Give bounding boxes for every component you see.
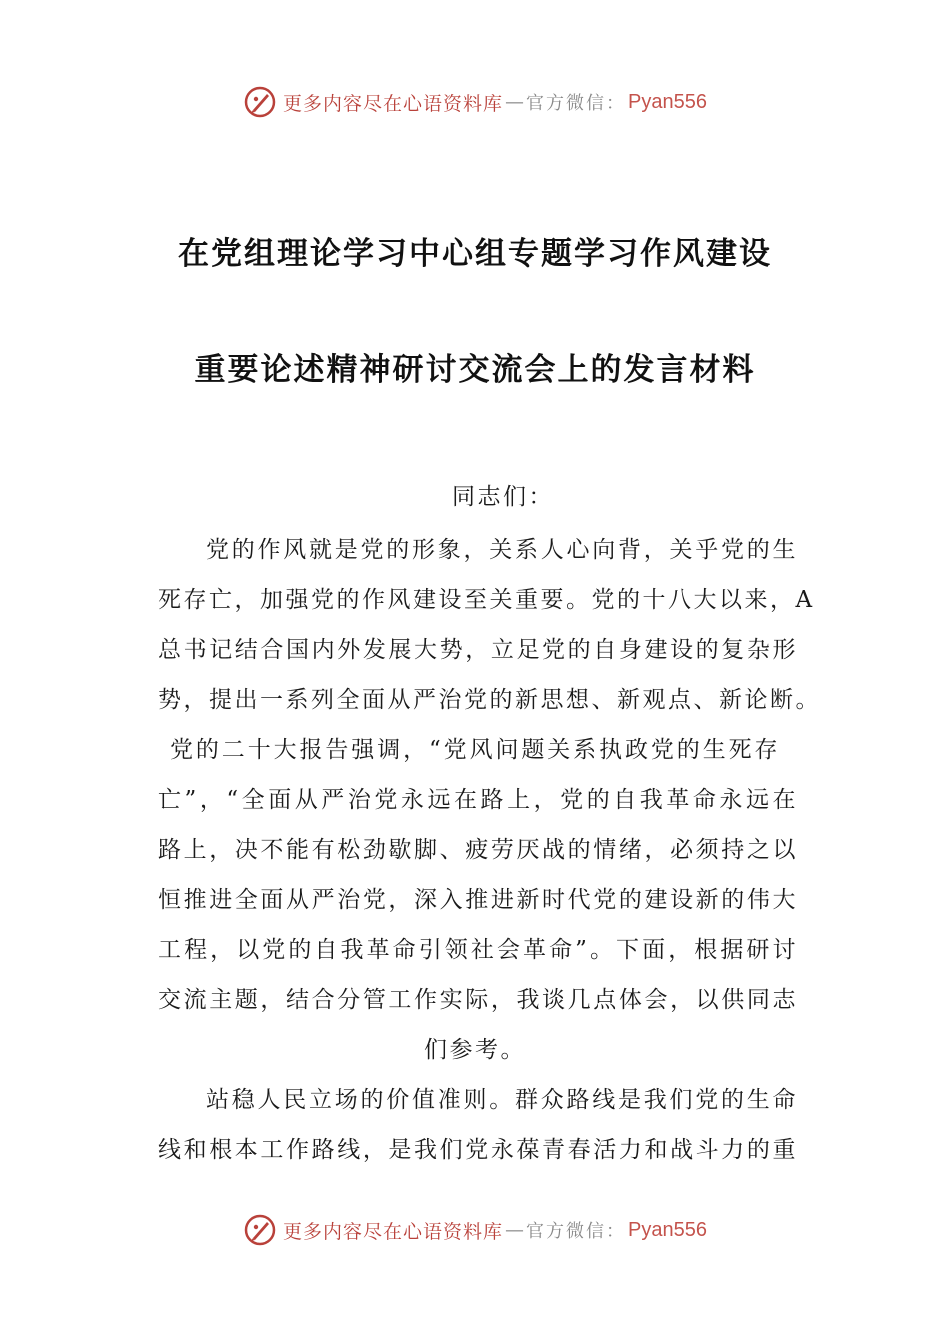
banner-wechat-id: Pyan556 bbox=[628, 1218, 707, 1241]
body-line: 工程，以党的自我革命引领社会革命”。下面，根据研讨 bbox=[158, 937, 798, 963]
document-title-line-2: 重要论述精神研讨交流会上的发言材料 bbox=[194, 352, 756, 388]
greeting: 同志们： bbox=[452, 484, 554, 510]
body-line: 党的二十大报告强调，“党风问题关系执政党的生死存 bbox=[170, 737, 780, 763]
body-line: 们参考。 bbox=[424, 1037, 526, 1063]
footer-watermark-banner bbox=[0, 1208, 950, 1252]
pen-logo-icon bbox=[243, 85, 277, 119]
banner-wechat-label: 官方微信： bbox=[526, 1221, 627, 1242]
body-line: 亡”，“全面从严治党永远在路上，党的自我革命永远在 bbox=[158, 787, 798, 813]
banner-dash: — bbox=[505, 91, 525, 113]
body-line: 死存亡，加强党的作风建设至关重要。党的十八大以来，A bbox=[158, 587, 815, 613]
banner-dash: — bbox=[505, 1219, 525, 1241]
body-line: 党的作风就是党的形象，关系人心向背，关乎党的生 bbox=[206, 537, 798, 563]
body-line: 站稳人民立场的价值准则。群众路线是我们党的生命 bbox=[206, 1087, 798, 1113]
header-watermark-banner bbox=[0, 80, 950, 124]
body-line: 交流主题，结合分管工作实际，我谈几点体会，以供同志 bbox=[158, 987, 798, 1013]
banner-wechat-label: 官方微信： bbox=[526, 93, 627, 114]
body-line: 总书记结合国内外发展大势，立足党的自身建设的复杂形 bbox=[158, 637, 798, 663]
body-line: 恒推进全面从严治党，深入推进新时代党的建设新的伟大 bbox=[158, 887, 798, 913]
body-line: 势，提出一系列全面从严治党的新思想、新观点、新论断。 bbox=[158, 687, 821, 713]
banner-wechat-id: Pyan556 bbox=[628, 90, 707, 113]
pen-logo-icon bbox=[243, 1213, 277, 1247]
body-line: 线和根本工作路线，是我们党永葆青春活力和战斗力的重 bbox=[158, 1137, 798, 1163]
banner-site-text: 更多内容尽在心语资料库 bbox=[283, 92, 504, 115]
banner-site-text: 更多内容尽在心语资料库 bbox=[283, 1220, 504, 1243]
document-title-line-1: 在党组理论学习中心组专题学习作风建设 bbox=[178, 236, 772, 272]
body-line: 路上，决不能有松劲歇脚、疲劳厌战的情绪，必须持之以 bbox=[158, 837, 798, 863]
